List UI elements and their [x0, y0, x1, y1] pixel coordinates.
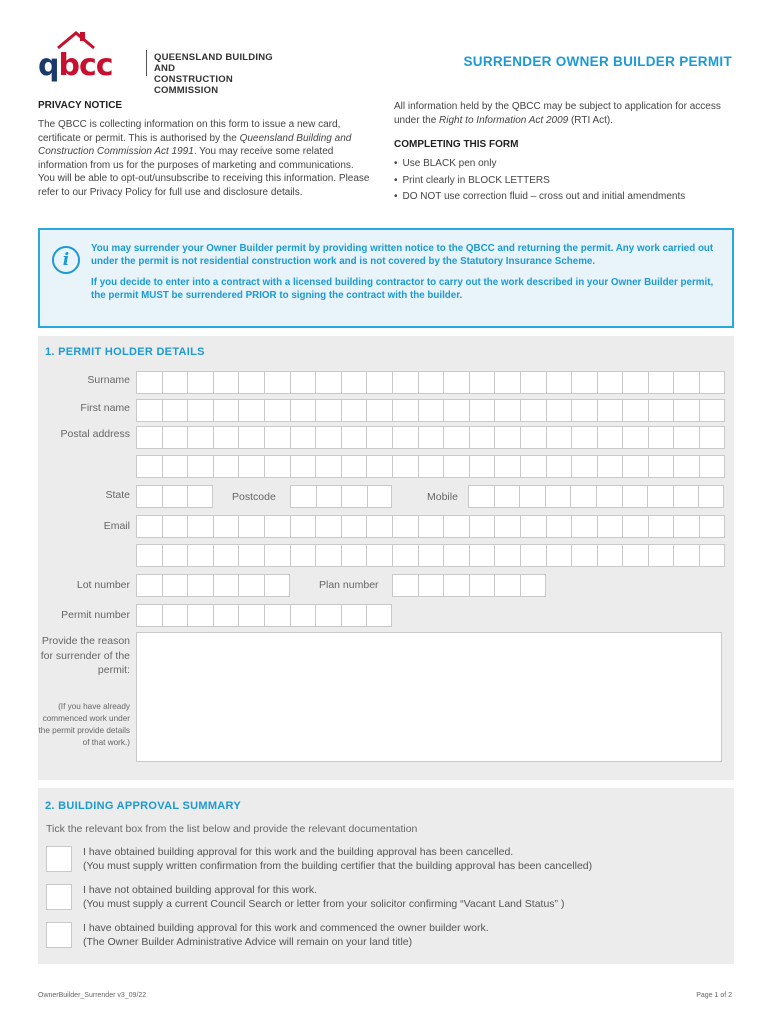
char-cell[interactable] [136, 371, 162, 394]
char-cell[interactable] [546, 399, 572, 422]
char-cell[interactable] [290, 371, 316, 394]
char-cell[interactable] [673, 544, 699, 567]
char-cell[interactable] [469, 574, 495, 597]
char-cell[interactable] [136, 485, 162, 508]
info-icon: i [52, 246, 80, 274]
char-cell[interactable] [264, 399, 290, 422]
approval-commenced-checkbox[interactable] [46, 922, 72, 948]
char-cell[interactable] [418, 426, 444, 449]
postcode-label: Postcode [232, 491, 276, 503]
char-cell[interactable] [673, 426, 699, 449]
char-cell[interactable] [699, 515, 725, 538]
email-input-line2[interactable] [136, 544, 725, 567]
char-cell[interactable] [622, 371, 648, 394]
char-cell[interactable] [520, 515, 546, 538]
char-cell[interactable] [622, 544, 648, 567]
char-cell[interactable] [622, 426, 648, 449]
char-cell[interactable] [290, 399, 316, 422]
char-cell[interactable] [571, 399, 597, 422]
qbcc-logo [34, 30, 274, 96]
char-cell[interactable] [494, 371, 520, 394]
page-number: Page 1 of 2 [696, 992, 732, 999]
char-cell[interactable] [238, 426, 264, 449]
info-text: You may surrender your Owner Builder permit by providing written notice to the QBCC and returning the permit. Any work carried out under the permit is not residential construction work and is not covered by the Statutory Insurance Scheme. If you decide to enter into a contract with a licensed building contractor to carry out the work described in your Owner Builder permit, the permit MUST be surrendered PRIOR to signing the contract with the builder. [91, 243, 714, 301]
char-cell[interactable] [418, 399, 444, 422]
char-cell[interactable] [520, 371, 546, 394]
char-cell[interactable] [341, 485, 367, 508]
privacy-notice [38, 100, 370, 199]
char-cell[interactable] [546, 455, 572, 478]
char-cell[interactable] [290, 426, 316, 449]
char-cell[interactable] [162, 399, 188, 422]
char-cell[interactable] [136, 544, 162, 567]
char-cell[interactable] [366, 455, 392, 478]
char-cell[interactable] [290, 604, 316, 627]
char-cell[interactable] [238, 455, 264, 478]
approval-option [46, 884, 726, 912]
char-cell[interactable] [443, 574, 469, 597]
char-cell[interactable] [520, 399, 546, 422]
char-cell[interactable] [366, 371, 392, 394]
char-cell[interactable] [673, 399, 699, 422]
char-cell[interactable] [264, 455, 290, 478]
char-cell[interactable] [162, 455, 188, 478]
char-cell[interactable] [673, 455, 699, 478]
postal-address-input-line1[interactable] [136, 426, 725, 449]
char-cell[interactable] [520, 455, 546, 478]
char-cell[interactable] [136, 515, 162, 538]
char-cell[interactable] [392, 455, 418, 478]
char-cell[interactable] [187, 574, 213, 597]
char-cell[interactable] [213, 574, 239, 597]
char-cell[interactable] [290, 544, 316, 567]
char-cell[interactable] [494, 399, 520, 422]
char-cell[interactable] [213, 515, 239, 538]
char-cell[interactable] [341, 544, 367, 567]
char-cell[interactable] [622, 455, 648, 478]
char-cell[interactable] [213, 604, 239, 627]
char-cell[interactable] [136, 426, 162, 449]
char-cell[interactable] [315, 455, 341, 478]
char-cell[interactable] [341, 455, 367, 478]
char-cell[interactable] [213, 544, 239, 567]
char-cell[interactable] [213, 399, 239, 422]
char-cell[interactable] [366, 544, 392, 567]
first-name-label: First name [80, 402, 130, 414]
char-cell[interactable] [699, 455, 725, 478]
char-cell[interactable] [698, 485, 724, 508]
char-cell[interactable] [418, 515, 444, 538]
char-cell[interactable] [187, 515, 213, 538]
char-cell[interactable] [366, 604, 392, 627]
char-cell[interactable] [699, 399, 725, 422]
char-cell[interactable] [187, 604, 213, 627]
char-cell[interactable] [264, 544, 290, 567]
char-cell[interactable] [264, 604, 290, 627]
char-cell[interactable] [469, 371, 495, 394]
char-cell[interactable] [494, 515, 520, 538]
char-cell[interactable] [367, 485, 393, 508]
char-cell[interactable] [315, 544, 341, 567]
privacy-text: The QBCC is collecting information on this form to issue a new card, certificate or permit. This is authorised by the Queensland Building and Construction Commission Act 1991. You may receive some related information from us for the purposes of marketing and communications. You will be able to opt-out/unsubscribe to receiving this information. Please refer to our Privacy Policy for full use and disclosure details. [38, 119, 370, 198]
char-cell[interactable] [494, 574, 520, 597]
char-cell[interactable] [648, 544, 674, 567]
logo-wordmark: qbcc [38, 48, 113, 83]
option-text: I have not obtained building approval for this work. (You must supply a current Council Search or letter from your solicitor confirming “Vacant Land Status” ) [83, 884, 565, 910]
char-cell[interactable] [264, 426, 290, 449]
char-cell[interactable] [520, 544, 546, 567]
char-cell[interactable] [469, 455, 495, 478]
char-cell[interactable] [673, 485, 699, 508]
logo-divider [146, 50, 147, 76]
char-cell[interactable] [162, 604, 188, 627]
char-cell[interactable] [597, 544, 623, 567]
char-cell[interactable] [136, 574, 162, 597]
char-cell[interactable] [290, 485, 316, 508]
option-text: I have obtained building approval for this work and commenced the owner builder work. (The Owner Builder Administrative Advice will remain on your land title) [83, 922, 489, 948]
char-cell[interactable] [136, 455, 162, 478]
mobile-label: Mobile [427, 491, 458, 503]
char-cell[interactable] [570, 485, 596, 508]
lot-number-input[interactable] [136, 574, 290, 597]
char-cell[interactable] [238, 371, 264, 394]
char-cell[interactable] [366, 399, 392, 422]
info-callout [38, 228, 734, 328]
completing-instructions [394, 100, 734, 206]
surname-input[interactable] [136, 371, 725, 394]
postal-address-input-line2[interactable] [136, 455, 725, 478]
char-cell[interactable] [341, 399, 367, 422]
char-cell[interactable] [571, 515, 597, 538]
char-cell[interactable] [443, 399, 469, 422]
char-cell[interactable] [546, 515, 572, 538]
rti-text: All information held by the QBCC may be subject to application for access under the Right to Information Act 2009 (RTI Act). [394, 101, 721, 126]
char-cell[interactable] [648, 371, 674, 394]
char-cell[interactable] [213, 426, 239, 449]
char-cell[interactable] [622, 515, 648, 538]
char-cell[interactable] [469, 515, 495, 538]
char-cell[interactable] [238, 574, 264, 597]
char-cell[interactable] [673, 371, 699, 394]
char-cell[interactable] [469, 399, 495, 422]
char-cell[interactable] [392, 399, 418, 422]
postal-address-label: Postal address [60, 428, 130, 440]
char-cell[interactable] [341, 371, 367, 394]
char-cell[interactable] [622, 485, 648, 508]
email-label: Email [103, 520, 130, 532]
char-cell[interactable] [494, 544, 520, 567]
char-cell[interactable] [392, 515, 418, 538]
char-cell[interactable] [546, 426, 572, 449]
char-cell[interactable] [315, 426, 341, 449]
char-cell[interactable] [673, 515, 699, 538]
char-cell[interactable] [392, 574, 418, 597]
plan-number-label: Plan number [319, 579, 379, 591]
email-input-line1[interactable] [136, 515, 725, 538]
char-cell[interactable] [213, 371, 239, 394]
list-item: • Use BLACK pen only [394, 156, 734, 173]
char-cell[interactable] [494, 485, 520, 508]
char-cell[interactable] [443, 371, 469, 394]
char-cell[interactable] [443, 455, 469, 478]
char-cell[interactable] [519, 485, 545, 508]
char-cell[interactable] [162, 485, 188, 508]
section-intro: Tick the relevant box from the list below and provide the relevant documentation [46, 823, 418, 835]
char-cell[interactable] [264, 515, 290, 538]
postcode-input[interactable] [290, 485, 392, 508]
char-cell[interactable] [647, 485, 673, 508]
char-cell[interactable] [494, 455, 520, 478]
state-label: State [105, 489, 130, 501]
char-cell[interactable] [187, 371, 213, 394]
char-cell[interactable] [443, 426, 469, 449]
char-cell[interactable] [187, 544, 213, 567]
char-cell[interactable] [238, 515, 264, 538]
char-cell[interactable] [520, 574, 546, 597]
char-cell[interactable] [315, 399, 341, 422]
char-cell[interactable] [546, 371, 572, 394]
char-cell[interactable] [238, 604, 264, 627]
mobile-input[interactable] [468, 485, 724, 508]
approval-cancelled-checkbox[interactable] [46, 846, 72, 872]
approval-option [46, 922, 726, 950]
completing-heading: COMPLETING THIS FORM [394, 139, 519, 150]
char-cell[interactable] [648, 515, 674, 538]
char-cell[interactable] [418, 574, 444, 597]
char-cell[interactable] [162, 574, 188, 597]
logo-org-name: QUEENSLAND BUILDING AND CONSTRUCTION COMMISSION [154, 52, 273, 96]
char-cell[interactable] [443, 544, 469, 567]
char-cell[interactable] [699, 544, 725, 567]
char-cell[interactable] [187, 399, 213, 422]
char-cell[interactable] [648, 426, 674, 449]
char-cell[interactable] [187, 455, 213, 478]
char-cell[interactable] [596, 485, 622, 508]
char-cell[interactable] [264, 574, 290, 597]
list-item: • Print clearly in BLOCK LETTERS [394, 173, 734, 190]
char-cell[interactable] [597, 371, 623, 394]
char-cell[interactable] [494, 426, 520, 449]
char-cell[interactable] [520, 426, 546, 449]
char-cell[interactable] [443, 515, 469, 538]
char-cell[interactable] [162, 426, 188, 449]
char-cell[interactable] [315, 604, 341, 627]
list-item: • DO NOT use correction fluid – cross out and initial amendments [394, 189, 734, 206]
permit-number-label: Permit number [61, 609, 130, 621]
section-title: 2. BUILDING APPROVAL SUMMARY [45, 800, 242, 812]
char-cell[interactable] [597, 426, 623, 449]
state-input[interactable] [136, 485, 213, 508]
char-cell[interactable] [341, 426, 367, 449]
char-cell[interactable] [316, 485, 342, 508]
char-cell[interactable] [213, 455, 239, 478]
char-cell[interactable] [597, 399, 623, 422]
permit-holder-section [38, 336, 734, 780]
char-cell[interactable] [597, 515, 623, 538]
completing-list [394, 156, 734, 206]
form-version: OwnerBuilder_Surrender v3_09/22 [38, 992, 147, 999]
char-cell[interactable] [571, 544, 597, 567]
char-cell[interactable] [392, 426, 418, 449]
char-cell[interactable] [264, 371, 290, 394]
char-cell[interactable] [136, 399, 162, 422]
building-approval-section [38, 788, 734, 964]
char-cell[interactable] [341, 515, 367, 538]
char-cell[interactable] [392, 371, 418, 394]
char-cell[interactable] [571, 426, 597, 449]
char-cell[interactable] [187, 485, 213, 508]
char-cell[interactable] [469, 544, 495, 567]
char-cell[interactable] [238, 399, 264, 422]
char-cell[interactable] [622, 399, 648, 422]
char-cell[interactable] [290, 455, 316, 478]
char-cell[interactable] [341, 604, 367, 627]
reason-label: Provide the reason for surrender of the permit: [40, 635, 130, 676]
char-cell[interactable] [366, 426, 392, 449]
char-cell[interactable] [597, 455, 623, 478]
char-cell[interactable] [136, 604, 162, 627]
permit-number-input[interactable] [136, 604, 392, 627]
char-cell[interactable] [162, 371, 188, 394]
privacy-heading: PRIVACY NOTICE [38, 100, 123, 111]
char-cell[interactable] [366, 515, 392, 538]
char-cell[interactable] [468, 485, 494, 508]
char-cell[interactable] [699, 426, 725, 449]
section-title: 1. PERMIT HOLDER DETAILS [45, 346, 205, 358]
char-cell[interactable] [469, 426, 495, 449]
char-cell[interactable] [546, 544, 572, 567]
lot-number-label: Lot number [76, 579, 130, 591]
char-cell[interactable] [648, 399, 674, 422]
char-cell[interactable] [392, 544, 418, 567]
char-cell[interactable] [571, 371, 597, 394]
approval-option [46, 846, 726, 874]
char-cell[interactable] [418, 455, 444, 478]
char-cell[interactable] [418, 371, 444, 394]
form-title: SURRENDER OWNER BUILDER PERMIT [463, 54, 732, 69]
char-cell[interactable] [162, 515, 188, 538]
reason-textarea[interactable] [136, 632, 722, 762]
char-cell[interactable] [648, 455, 674, 478]
no-approval-checkbox[interactable] [46, 884, 72, 910]
char-cell[interactable] [162, 544, 188, 567]
char-cell[interactable] [238, 544, 264, 567]
first-name-input[interactable] [136, 399, 725, 422]
reason-note: (If you have already commenced work under the permit provide details of that work.) [38, 702, 130, 747]
char-cell[interactable] [187, 426, 213, 449]
char-cell[interactable] [699, 371, 725, 394]
char-cell[interactable] [545, 485, 571, 508]
char-cell[interactable] [290, 515, 316, 538]
char-cell[interactable] [418, 544, 444, 567]
char-cell[interactable] [571, 455, 597, 478]
char-cell[interactable] [315, 371, 341, 394]
char-cell[interactable] [315, 515, 341, 538]
surname-label: Surname [87, 374, 130, 386]
option-text: I have obtained building approval for this work and the building approval has been cancelled. (You must supply written confirmation from the building certifier that the building approval has been cancelled) [83, 846, 593, 872]
plan-number-input[interactable] [392, 574, 546, 597]
